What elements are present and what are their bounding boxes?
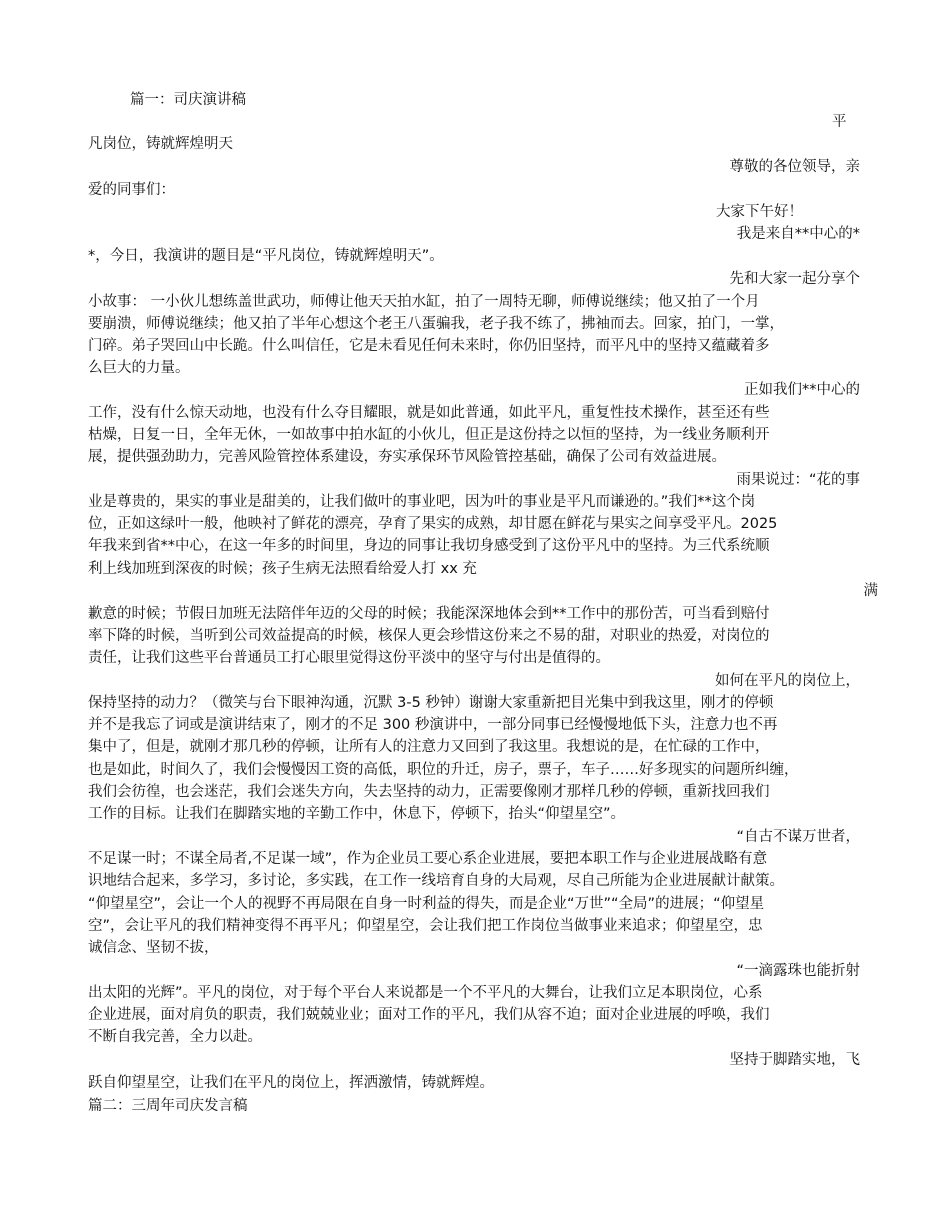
text-line: “仰望星空”，会让一个人的视野不再局限在自身一时利益的得失，而是企业“万世”“全局”的进展；“仰望星	[88, 896, 765, 912]
text-line: 责任，让我们这些平台普通员工打心眼里觉得这份平淡中的坚守与付出是值得的。	[88, 650, 610, 666]
text-line: 企业进展，面对肩负的职责，我们兢兢业业；面对工作的平凡，我们从容不迫；面对企业进展的呼唤，我们	[88, 1007, 770, 1023]
text-line: 出太阳的光辉”。平凡的岗位，对于每个平台人来说都是一个不平凡的大舞台，让我们立足本职岗位，心系	[88, 985, 763, 1001]
text-line: 枯燥，日复一日，全年无休，一如故事中拍水缸的小伙儿，但正是这份持之以恒的坚持，为一线业务顺利开	[88, 427, 770, 443]
text-line: 工作的目标。让我们在脚踏实地的辛勤工作中，休息下，停顿下，抬头“仰望星空”。	[88, 806, 626, 822]
text-line: 爱的同事们：	[88, 182, 175, 198]
section-heading-1: 篇一：司庆演讲稿	[130, 92, 246, 108]
text-line: 我们会彷徨，也会迷茫，我们会迷失方向，失去坚持的动力，正需要像刚才那样几秒的停顿，重新找回我们	[88, 784, 770, 800]
text-line: 业是尊贵的，果实的事业是甜美的，让我们做叶的事业吧，因为叶的事业是平凡而谦逊的。”我们**这个岗	[88, 494, 756, 510]
text-line: 坚持于脚踏实地，飞	[729, 1052, 860, 1068]
text-line: 先和大家一起分享个	[729, 271, 860, 287]
text-line: 率下降的时候，当听到公司效益提高的时候，核保人更会珍惜这份来之不易的甜，对职业的热爱，对岗位的	[88, 628, 770, 644]
text-line: 年我来到省**中心，在这一年多的时间里，身边的同事让我切身感受到了这份平凡中的坚持。为三代系统顺	[88, 538, 770, 554]
text-line: 识地结合起来，多学习，多讨论，多实践，在工作一线培育自身的大局观，尽自己所能为企业进展献计献策。	[88, 873, 784, 889]
text-line: 如何在平凡的岗位上，	[715, 673, 860, 689]
text-line: 要崩溃，师傅说继续；他又拍了半年心想这个老王八蛋骗我，老子我不练了，拂袖而去。回家，拍门，一掌，	[88, 316, 784, 332]
text-line: *，今日，我演讲的题目是“平凡岗位，铸就辉煌明天”。	[88, 248, 444, 264]
text-line: 利上线加班到深夜的时候；孩子生病无法照看给爱人打 xx 充	[88, 561, 477, 577]
text-line: 雨果说过：“花的事	[736, 472, 860, 488]
speech-title: 凡岗位，铸就辉煌明天	[88, 136, 233, 152]
text-line: 跃自仰望星空，让我们在平凡的岗位上，挥洒激情，铸就辉煌。	[88, 1075, 494, 1091]
text-line: 也是如此，时间久了，我们会慢慢因工资的高低，职位的升迁，房子，票子，车子……好多现实的问题所纠缠，	[88, 762, 799, 778]
section-heading-2: 篇二：三周年司庆发言稿	[88, 1098, 248, 1114]
text-line: “一滴露珠也能折射	[736, 963, 860, 979]
text-line: 大家下午好！	[716, 204, 803, 220]
text-line: 平	[832, 114, 847, 130]
text-line: 展，提供强劲助力，完善风险管控体系建设，夯实承保环节风险管控基础，确保了公司有效益进展。	[88, 449, 726, 465]
text-line: 并不是我忘了词或是演讲结束了，刚才的不足 300 秒演讲中，一部分同事已经慢慢地低下头，注意力也不再	[88, 717, 778, 733]
text-line: 空”，会让平凡的我们精神变得不再平凡；仰望星空，会让我们把工作岗位当做事业来追求；仰望星空，忠	[88, 918, 763, 934]
text-line: 工作，没有什么惊天动地，也没有什么夺目耀眼，就是如此普通，如此平凡，重复性技术操作，甚至还有些	[88, 405, 770, 421]
text-line: “自古不谋万世者，	[736, 829, 860, 845]
text-line: 不断自我完善，全力以赴。	[88, 1029, 262, 1045]
text-line: 尊敬的各位领导，亲	[729, 159, 860, 175]
text-line: 诚信念、坚韧不拔，	[88, 940, 219, 956]
text-line: 位，正如这绿叶一般，他映衬了鲜花的漂亮，孕育了果实的成熟，却甘愿在鲜花与果实之间享受平凡。2025	[88, 516, 778, 532]
text-line: 门碎。弟子哭回山中长跪。什么叫信任，它是未看见任何未来时，你仍旧坚持，而平凡中的坚持又蕴藏着多	[88, 338, 770, 354]
text-line: 小故事： 一小伙儿想练盖世武功，师傅让他天天拍水缸，拍了一周特无聊，师傅说继续；他又拍了一个月	[88, 294, 760, 310]
text-line: 集中了，但是，就刚才那几秒的停顿，让所有人的注意力又回到了我这里。我想说的是，在忙碌的工作中，	[88, 739, 770, 755]
text-line: 保持坚持的动力？（微笑与台下眼神沟通，沉默 3-5 秒钟）谢谢大家重新把目光集中到我这里，刚才的停顿	[88, 695, 774, 711]
text-line: 么巨大的力量。	[88, 360, 190, 376]
text-line: 歉意的时候；节假日加班无法陪伴年迈的父母的时候；我能深深地体会到**工作中的那份苦，可当看到赔付	[88, 606, 770, 622]
text-line: 正如我们**中心的	[744, 382, 860, 398]
text-line: 我是来自**中心的*	[736, 226, 860, 242]
text-line: 不足谋一时；不谋全局者,不足谋一域”，作为企业员工要心系企业进展，要把本职工作与企业进展战略有意	[88, 851, 768, 867]
text-line: 满	[863, 583, 878, 599]
